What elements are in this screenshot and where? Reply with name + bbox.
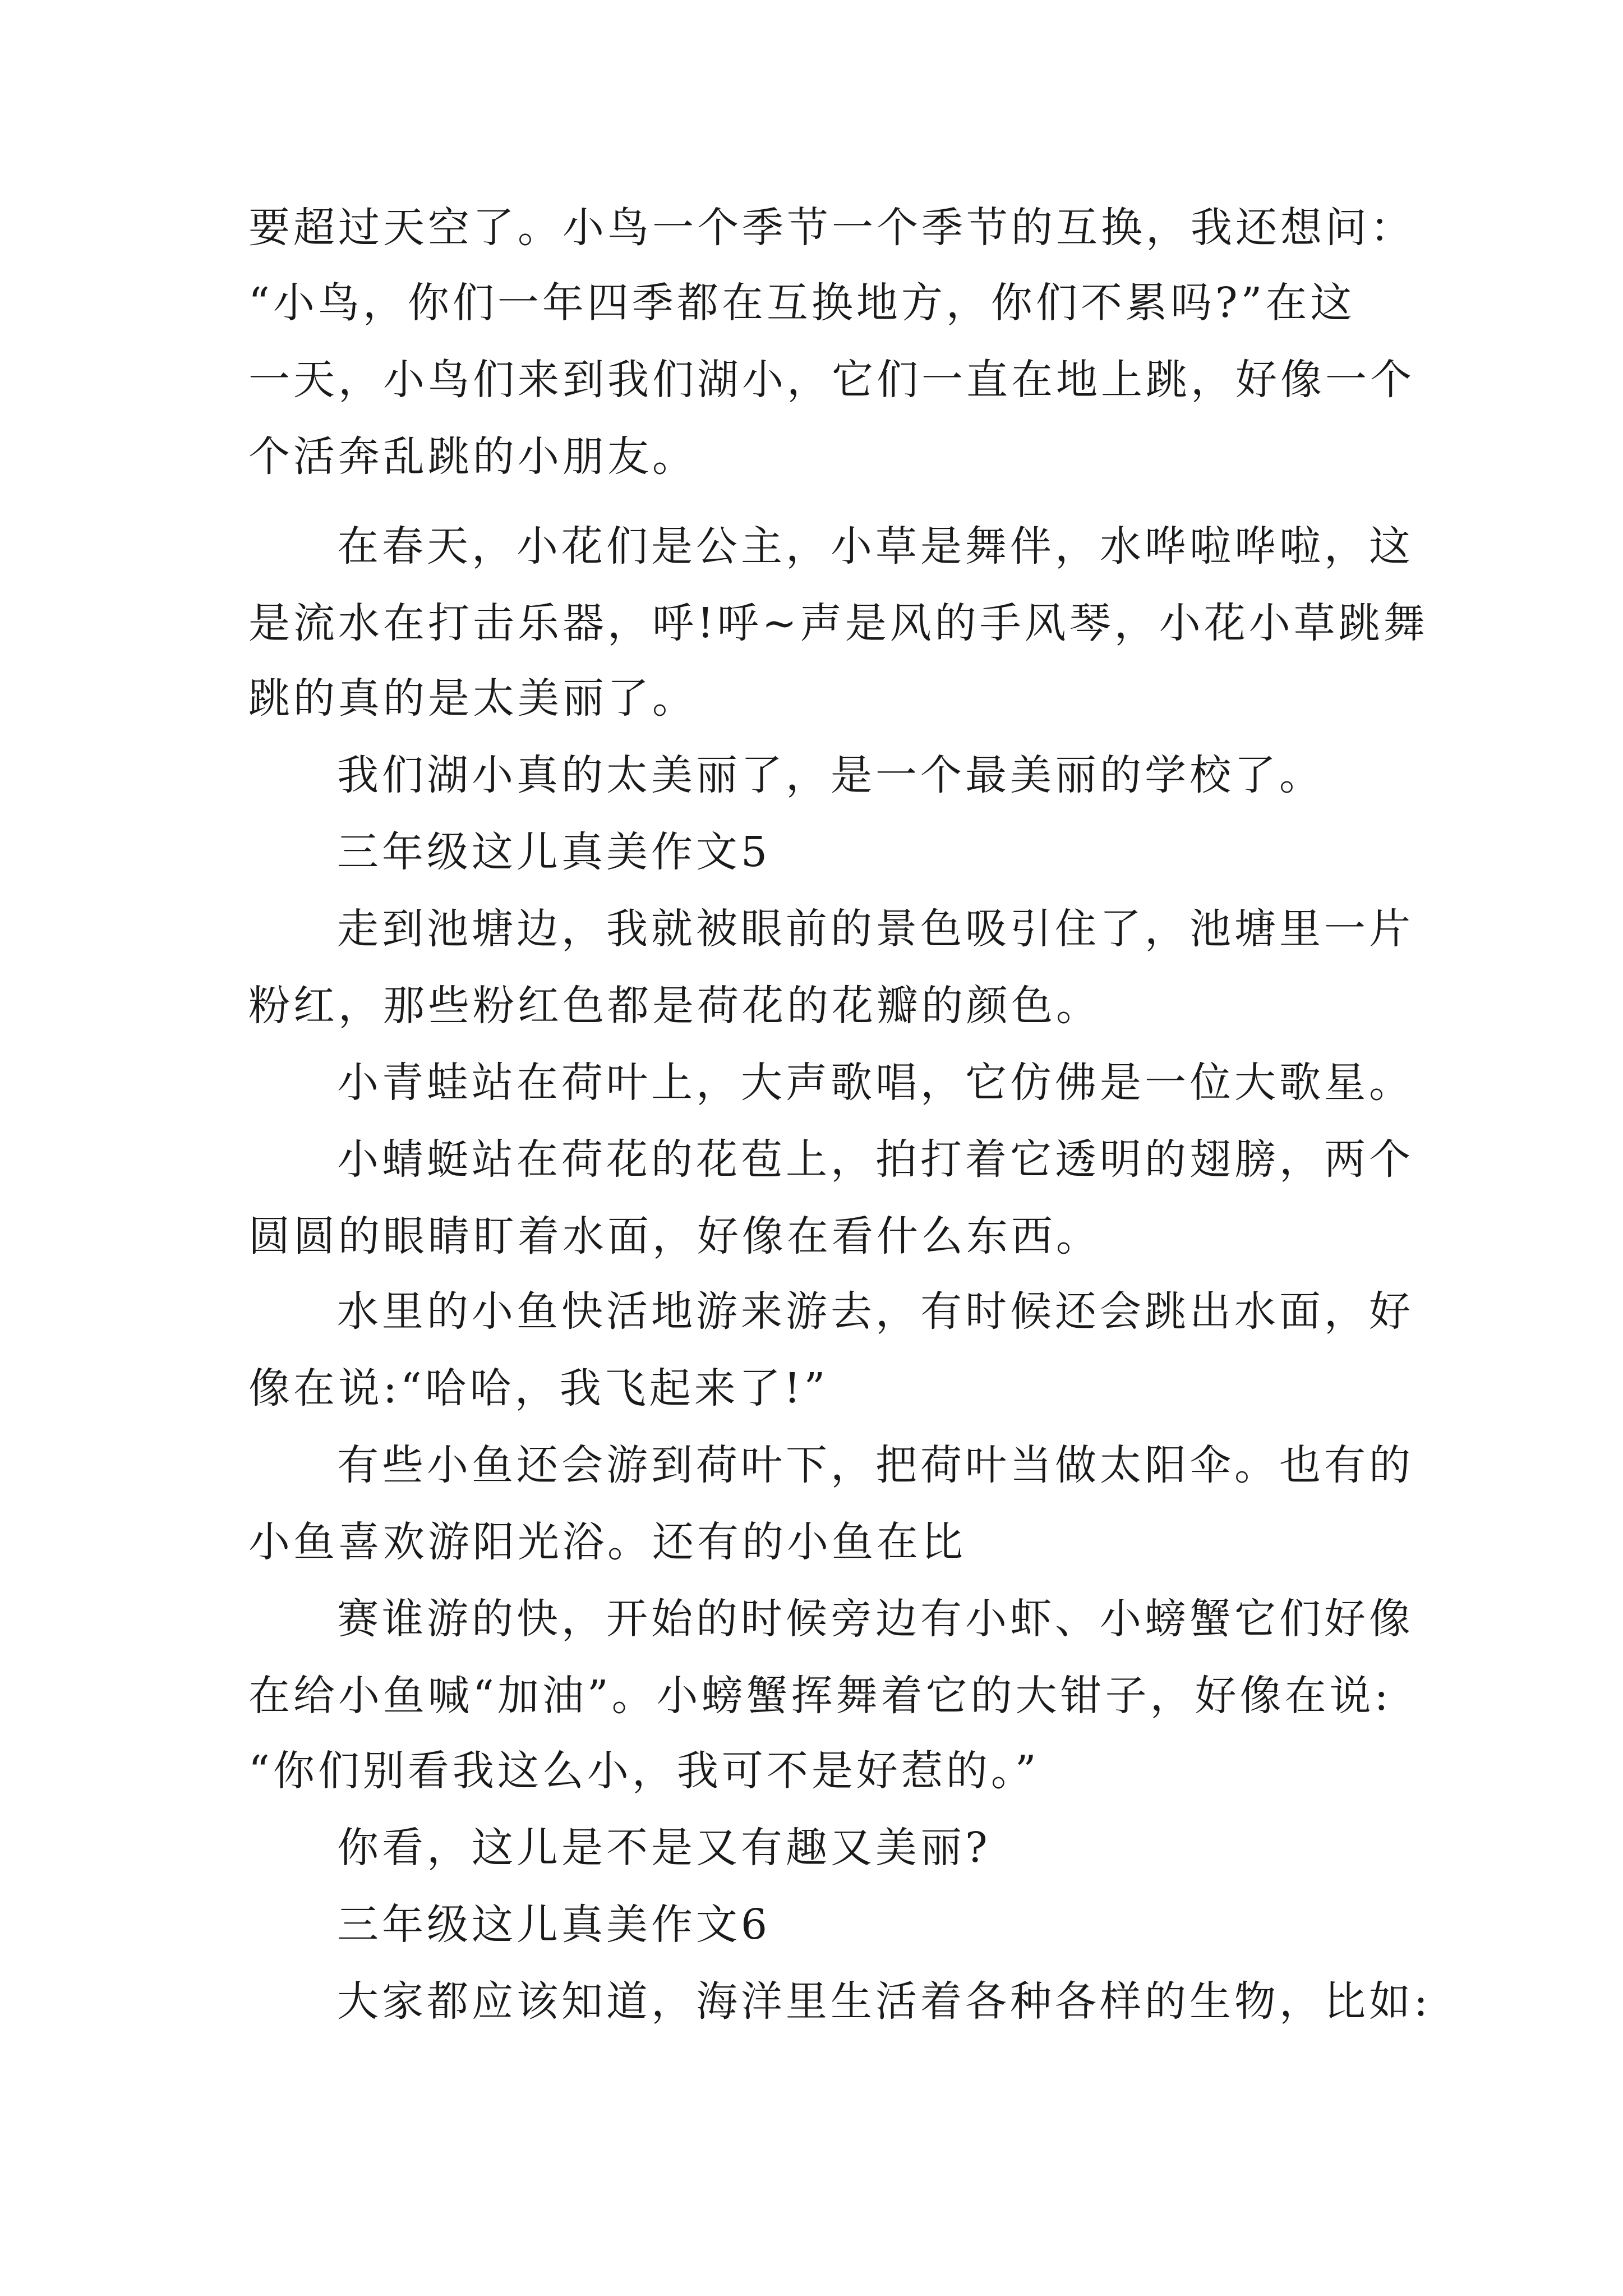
section-heading-6: 三年级这儿真美作文6: [337, 1901, 771, 1949]
section-heading-5: 三年级这儿真美作文5: [337, 828, 771, 876]
paragraph-school: 我们湖小真的太美丽了，是一个最美丽的学校了。: [337, 751, 1324, 799]
paragraph-fish: 水里的小鱼快活地游来游去，有时候还会跳出水面，好: [337, 1287, 1414, 1336]
text-line-4: 个活奔乱跳的小朋友。: [248, 432, 697, 481]
text-line-6: 是流水在打击乐器，呼!呼~声是风的手风琴，小花小草跳舞: [248, 599, 1428, 647]
paragraph-ocean: 大家都应该知道，海洋里生活着各种各样的生物，比如:: [337, 1977, 1431, 2026]
text-line-20: 在给小鱼喊“加油”。小螃蟹挥舞着它的大钳子，好像在说:: [248, 1672, 1392, 1720]
text-line-21: “你们别看我这么小，我可不是好惹的。”: [248, 1747, 1040, 1795]
paragraph-dragonfly: 小蜻蜓站在荷花的花苞上，拍打着它透明的翅膀，两个: [337, 1135, 1414, 1184]
paragraph-conclusion: 你看，这儿是不是又有趣又美丽?: [337, 1824, 991, 1872]
text-line-3: 一天，小鸟们来到我们湖小，它们一直在地上跳，好像一个: [248, 356, 1415, 404]
text-line-7: 跳的真的是太美丽了。: [248, 674, 697, 723]
text-line-11: 粉红，那些粉红色都是荷花的花瓣的颜色。: [248, 982, 1101, 1030]
paragraph-pond: 走到池塘边，我就被眼前的景色吸引住了，池塘里一片: [337, 905, 1414, 953]
paragraph-frog: 小青蛙站在荷叶上，大声歌唱，它仿佛是一位大歌星。: [337, 1059, 1414, 1107]
paragraph-race: 赛谁游的快，开始的时候旁边有小虾、小螃蟹它们好像: [337, 1595, 1414, 1643]
text-line-16: 像在说:“哈哈，我飞起来了!”: [248, 1364, 829, 1412]
text-line-2: “小鸟，你们一年四季都在互换地方，你们不累吗?”在这: [248, 279, 1355, 327]
text-line-18: 小鱼喜欢游阳光浴。还有的小鱼在比: [248, 1518, 966, 1566]
text-line-14: 圆圆的眼睛盯着水面，好像在看什么东西。: [248, 1212, 1101, 1260]
paragraph-lotus-leaf: 有些小鱼还会游到荷叶下，把荷叶当做太阳伞。也有的: [337, 1441, 1414, 1489]
text-line-1: 要超过天空了。小鸟一个季节一个季节的互换，我还想问：: [248, 204, 1415, 252]
paragraph-spring: 在春天，小花们是公主，小草是舞伴，水哗啦哗啦，这: [337, 522, 1414, 570]
